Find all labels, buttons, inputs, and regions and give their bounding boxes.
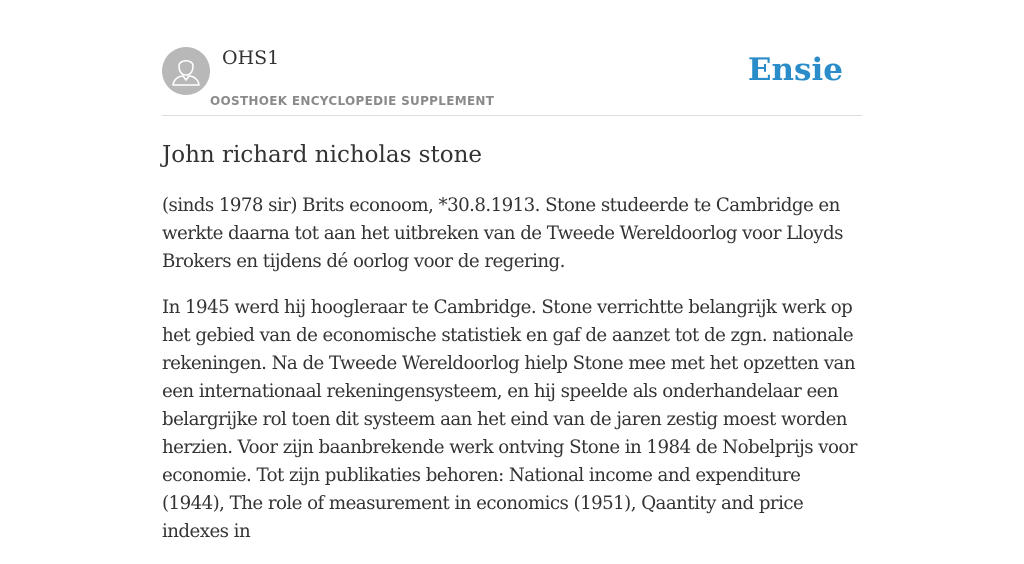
article-title: John richard nicholas stone: [162, 142, 483, 168]
ensie-logo[interactable]: Ensie: [747, 52, 843, 88]
article-paragraph: (sinds 1978 sir) Brits econoom, *30.8.1913. Stone studeerde te Cambridge en werkte daarna tot aan het uitbreken van de Tweede Wereldoorlog voor Lloyds Brokers en tijdens dé oorlog voor de regering.: [162, 195, 843, 272]
article-body: [162, 192, 862, 564]
page-container: [162, 0, 862, 542]
avatar[interactable]: [162, 47, 210, 95]
article-header: [162, 0, 862, 116]
source-label[interactable]: OOSTHOEK ENCYCLOPEDIE SUPPLEMENT: [210, 94, 495, 108]
article-paragraph: In 1945 werd hij hoogleraar te Cambridge. Stone verrichtte belangrijk werk op het gebied van de economische statistiek en gaf de aanzet tot de zgn. nationale rekeningen. Na de Tweede Wereldoorlog hielp Stone mee met het opzetten van een internationaal rekeningensysteem, en hij speelde als onderhandelaar een belargrijke rol toen dit systeem aan het eind van de jaren zestig moest worden herzien. Voor zijn baanbrekende werk ontving Stone in 1984 de Nobelprijs voor economie. Tot zijn publikaties behoren: National income and expenditure (1944), The role of measurement in economics (1951), Qaantity and price indexes in: [162, 297, 857, 542]
author-link[interactable]: OHS1: [222, 47, 280, 69]
user-icon: [162, 47, 210, 95]
